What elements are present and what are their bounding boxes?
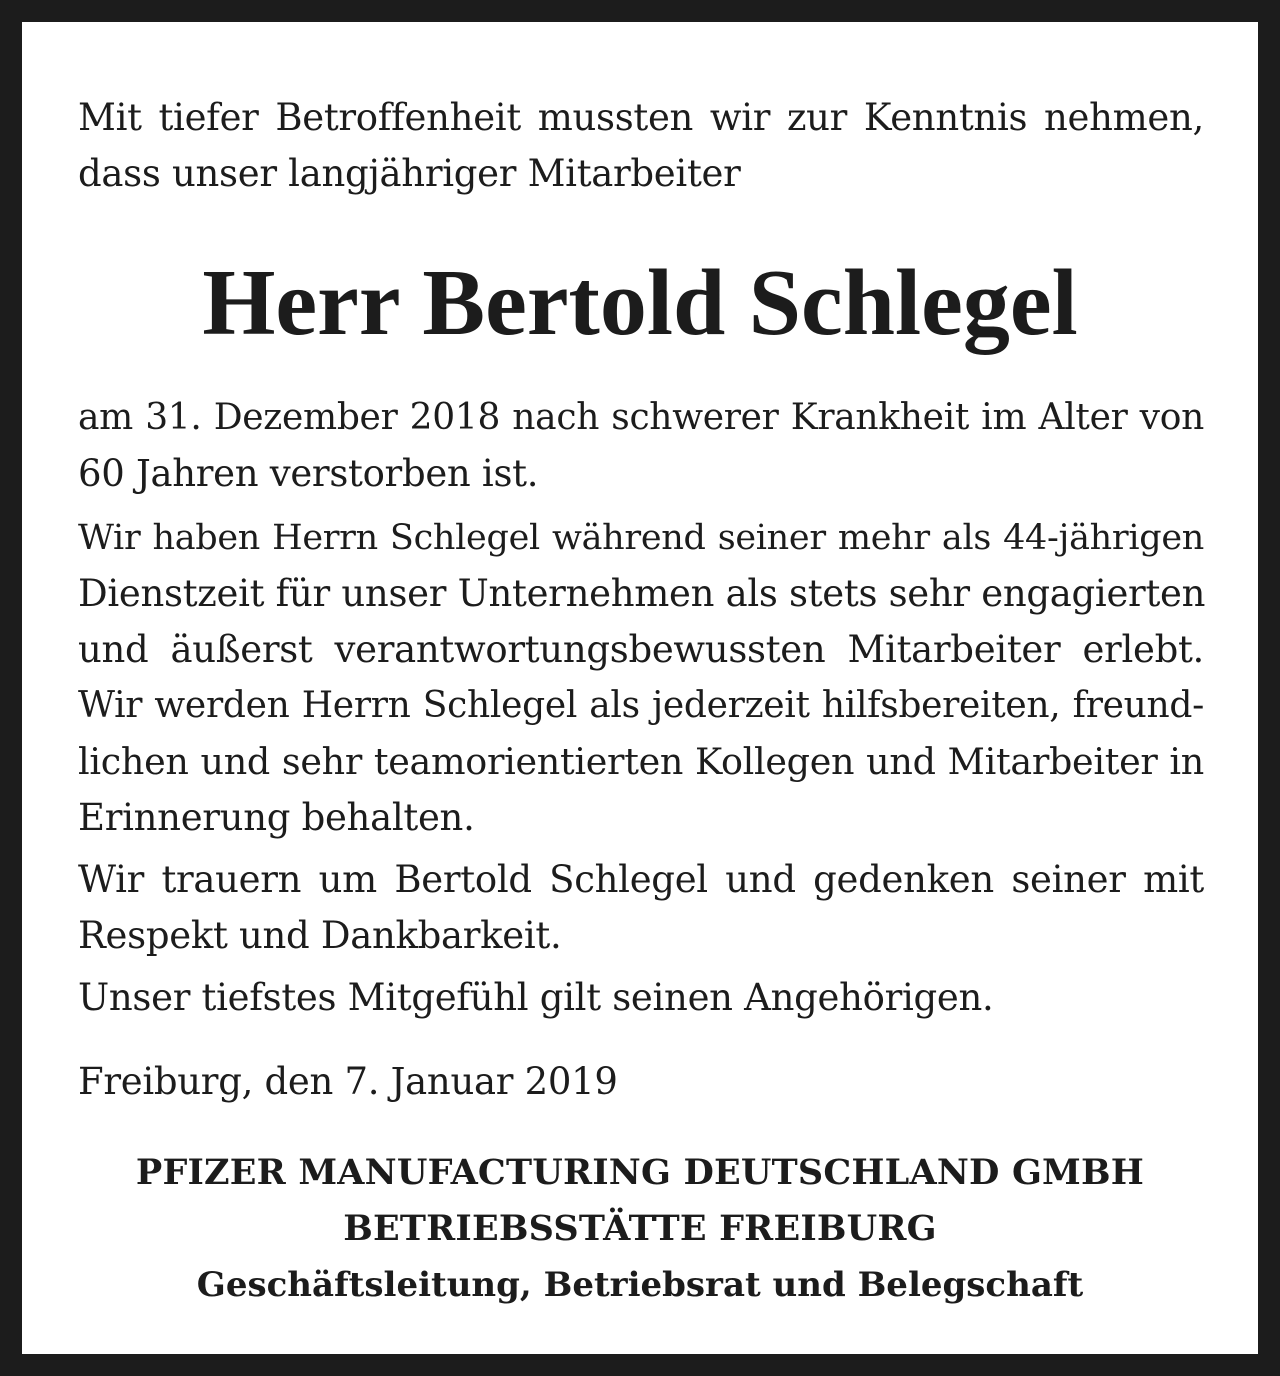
- deceased-name: Herr Bertold Schlegel: [202, 251, 1078, 355]
- company-name: PFIZER MANUFACTURING DEUTSCHLAND GMBH: [135, 1152, 1145, 1193]
- death-notice-line-2: 60 Jahren verstorben ist.: [78, 452, 539, 495]
- tribute-line-5: lichen und sehr teamorientierten Kollegen und Mitarbeiter in: [78, 740, 1204, 783]
- tribute-line-1: Wir haben Herrn Schlegel während seiner mehr als 44-jährigen: [78, 518, 1204, 558]
- intro-line-2: dass unser langjähriger Mitarbeiter: [78, 152, 741, 195]
- company-site: BETRIEBSSTÄTTE FREIBURG: [343, 1208, 937, 1249]
- tribute-line-3: und äußerst verantwortungsbewussten Mitarbeiter erlebt.: [78, 628, 1204, 671]
- mourning-line-1: Wir trauern um Bertold Schlegel und gedenken seiner mit: [78, 858, 1204, 901]
- tribute-line-2: Dienstzeit für unser Unternehmen als stets sehr engagierten: [78, 572, 1206, 615]
- tribute-line-6: Erinnerung behalten.: [78, 796, 475, 839]
- sympathy-line: Unser tiefstes Mitgefühl gilt seinen Angehörigen.: [78, 976, 994, 1019]
- intro-line-1: Mit tiefer Betroffenheit mussten wir zur Kenntnis nehmen,: [78, 96, 1204, 139]
- mourning-line-2: Respekt und Dankbarkeit.: [78, 914, 562, 957]
- tribute-line-4: Wir werden Herrn Schlegel als jederzeit hilfsbereiten, freund-: [78, 685, 1204, 726]
- place-date: Freiburg, den 7. Januar 2019: [78, 1060, 618, 1103]
- death-notice-line-1: am 31. Dezember 2018 nach schwerer Krankheit im Alter von: [78, 397, 1204, 438]
- signatories: Geschäftsleitung, Betriebsrat und Belegschaft: [196, 1265, 1084, 1305]
